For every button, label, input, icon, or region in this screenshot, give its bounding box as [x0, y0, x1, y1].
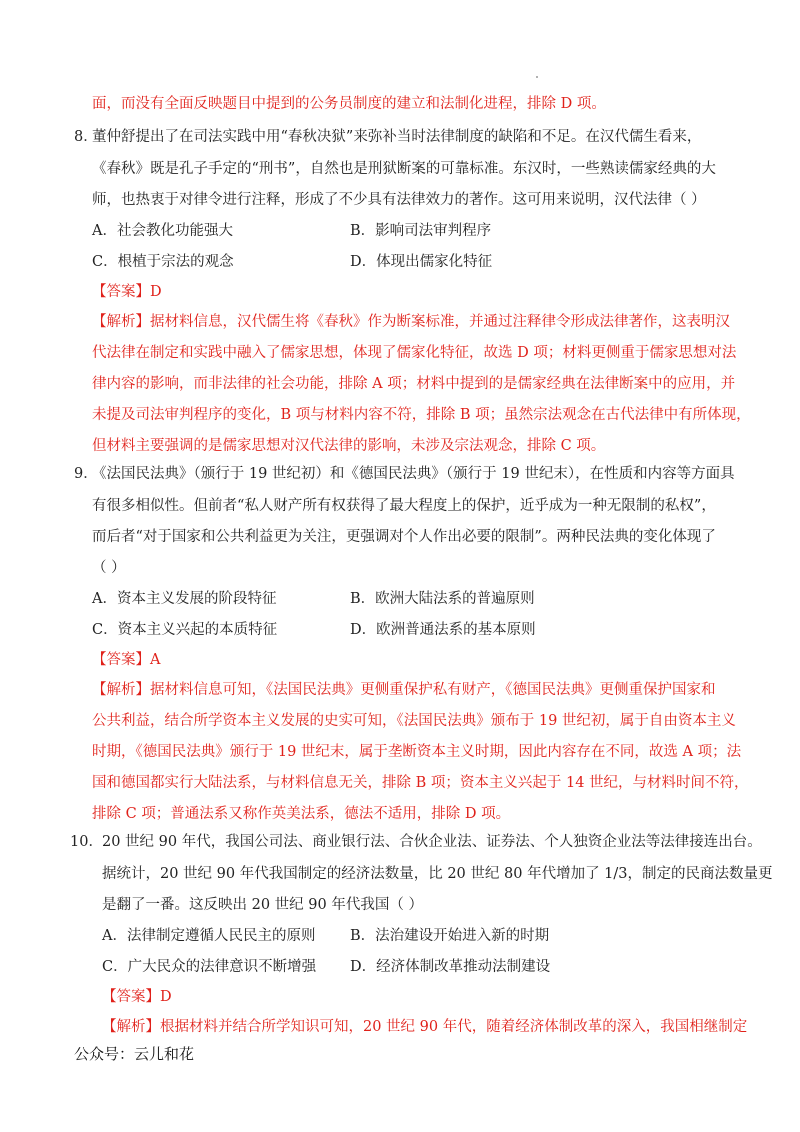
- question-stem-line: （ ）: [92, 560, 126, 576]
- option-c: C．根植于宗法的观念: [92, 254, 234, 270]
- question-stem-line: 董仲舒提出了在司法实践中用“春秋决狱”来弥补当时法律制度的缺陷和不足。在汉代儒生看来，: [92, 129, 702, 145]
- option-d: D．经济体制改革推动法制建设: [350, 959, 551, 975]
- analysis-line: 律内容的影响，而非法律的社会功能，排除 A 项；材料中提到的是儒家经典在法律断案中的应用，并: [92, 376, 736, 392]
- option-a: A．社会教化功能强大: [92, 223, 233, 239]
- analysis-line: 未提及司法审判程序的变化，B 项与材料内容不符，排除 B 项；虽然宗法观念在古代法律中有所体现，: [92, 407, 751, 423]
- footer-wechat-account: 公众号：云儿和花: [74, 1045, 195, 1063]
- option-c: C．广大民众的法律意识不断增强: [102, 959, 317, 975]
- answer-label: 【答案】A: [92, 652, 161, 668]
- analysis-line: 【解析】据材料信息，汉代儒生将《春秋》作为断案标准，并通过注释律令形成法律著作，这表明汉: [92, 314, 730, 330]
- option-c: C．资本主义兴起的本质特征: [92, 622, 278, 638]
- question-stem-line: 20 世纪 90 年代，我国公司法、商业银行法、合伙企业法、证券法、个人独资企业法等法律接连出台。: [102, 834, 762, 850]
- answer-label: 【答案】D: [102, 989, 172, 1005]
- option-b: B．影响司法审判程序: [350, 223, 492, 239]
- analysis-line: 【解析】根据材料并结合所学知识可知，20 世纪 90 年代，随着经济体制改革的深入，我国相继制定: [102, 1019, 748, 1035]
- analysis-line: 时期，《德国民法典》颁行于 19 世纪末，属于垄断资本主义时期，因此内容存在不同，故选 A 项；法: [92, 744, 742, 760]
- analysis-line: 国和德国都实行大陆法系，与材料信息无关，排除 B 项；资本主义兴起于 14 世纪，与材料时间不符，: [92, 775, 749, 791]
- option-a: A．资本主义发展的阶段特征: [92, 591, 277, 607]
- scan-dot: [536, 76, 538, 78]
- question-stem-line: 有很多相似性。但前者“私人财产所有权获得了最大程度上的保护，近乎成为一种无限制的私权”，: [92, 498, 716, 514]
- carry-over-line: 面，而没有全面反映题目中提到的公务员制度的建立和法制化进程，排除 D 项。: [92, 96, 606, 112]
- question-stem-line: 是翻了一番。这反映出 20 世纪 90 年代我国（ ）: [102, 897, 423, 913]
- question-stem-line: 《法国民法典》（颁行于 19 世纪初）和《德国民法典》（颁行于 19 世纪末），在性质和内容等方面具: [92, 466, 735, 482]
- option-a: A．法律制定遵循人民民主的原则: [102, 928, 316, 944]
- option-b: B．法治建设开始进入新的时期: [350, 928, 550, 944]
- analysis-line: 【解析】据材料信息可知，《法国民法典》更侧重保护私有财产，《德国民法典》更侧重保护国家和: [92, 682, 716, 698]
- analysis-line: 公共利益，结合所学资本主义发展的史实可知，《法国民法典》颁布于 19 世纪初，属于自由资本主义: [92, 713, 736, 729]
- answer-label: 【答案】D: [92, 284, 162, 300]
- analysis-line: 排除 C 项；普通法系又称作英美法系，德法不适用，排除 D 项。: [92, 806, 511, 822]
- option-d: D．欧洲普通法系的基本原则: [350, 622, 536, 638]
- question-stem-line: 师，也热衷于对律令进行注释，形成了不少具有法律效力的著作。这可用来说明，汉代法律（ ）: [92, 192, 706, 208]
- analysis-line: 但材料主要强调的是儒家思想对汉代法律的影响，未涉及宗法观念，排除 C 项。: [92, 438, 606, 454]
- question-number: 8．: [74, 129, 98, 145]
- question-number: 10．: [70, 834, 103, 850]
- question-stem-line: 《春秋》既是孔子手定的“刑书”，自然也是刑狱断案的可靠标准。东汉时，一些熟读儒家经典的大: [92, 161, 716, 177]
- option-b: B．欧洲大陆法系的普遍原则: [350, 591, 535, 607]
- analysis-line: 代法律在制定和实践中融入了儒家思想，体现了儒家化特征，故选 D 项；材料更侧重于儒家思想对法: [92, 345, 737, 361]
- question-stem-line: 而后者“对于国家和公共利益更为关注，更强调对个人作出必要的限制”。两种民法典的变化体现了: [92, 529, 716, 545]
- question-stem-line: 据统计，20 世纪 90 年代我国制定的经济法数量，比 20 世纪 80 年代增加了 1/3，制定的民商法数量更: [102, 866, 773, 882]
- option-d: D．体现出儒家化特征: [350, 254, 493, 270]
- question-number: 9．: [74, 466, 98, 482]
